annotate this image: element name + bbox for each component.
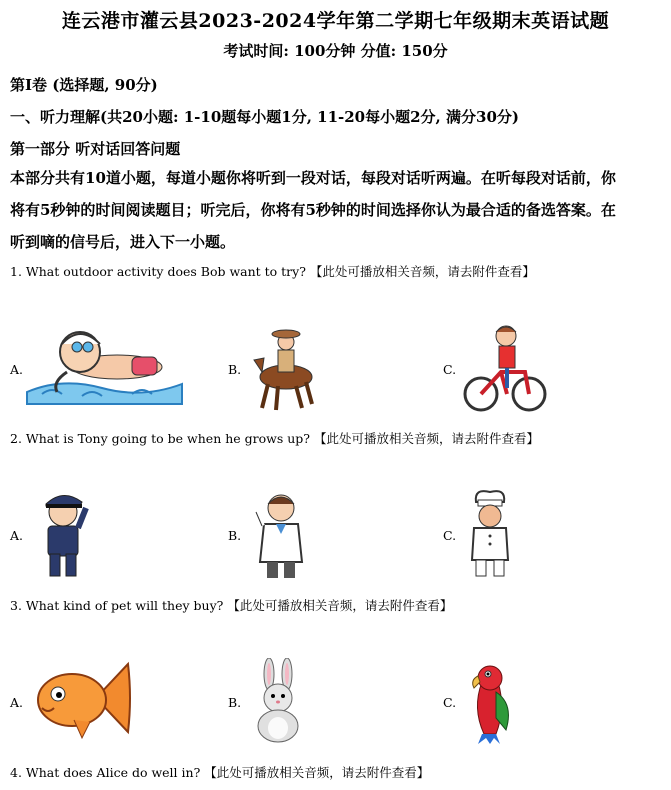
question-2: 2. What is Tony going to be when he grows up? 【此处可播放相关音频，请去附件查看】: [10, 431, 539, 446]
instructions: [10, 162, 662, 258]
option-c-label: C.: [443, 362, 457, 377]
option-a-label: A.: [10, 695, 24, 710]
option-a-label: A.: [10, 362, 24, 377]
cowboy-riding-horse-image: [248, 322, 318, 412]
option-b-label: B.: [228, 695, 242, 710]
option-c-label: C.: [443, 695, 457, 710]
instruction-line: 听到嘀的信号后，进入下一小题。: [10, 233, 236, 251]
part-heading: 第I卷 (选择题, 90分): [10, 76, 158, 94]
exam-subtitle: 考试时间: 100分钟 分值: 150分: [223, 42, 448, 60]
parrot-image: [462, 658, 518, 744]
instruction-line: 将有5秒钟的时间阅读题目；听完后，你将有5秒钟的时间选择你认为最合适的备选答案。在: [10, 201, 616, 219]
instruction-line: 本部分共有10道小题，每道小题你将听到一段对话，每段对话听两遍。在听每段对话前，你: [10, 169, 616, 187]
option-b-label: B.: [228, 528, 242, 543]
exam-title: 连云港市灌云县2023-2024学年第二学期七年级期末英语试题: [61, 10, 610, 32]
option-b-label: B.: [228, 362, 242, 377]
option-a-label: A.: [10, 528, 24, 543]
question-4: 4. What does Alice do well in? 【此处可播放相关音频，请去附件查看】: [10, 765, 430, 780]
question-3: 3. What kind of pet will they buy? 【此处可播放相关音频，请去附件查看】: [10, 598, 453, 613]
police-officer-image: [36, 488, 90, 580]
section-heading: 一、听力理解(共20小题: 1-10题每小题1分, 11-20每小题2分, 满分30分): [10, 108, 519, 126]
option-c-label: C.: [443, 528, 457, 543]
question-1: 1. What outdoor activity does Bob want to try? 【此处可播放相关音频，请去附件查看】: [10, 264, 535, 279]
subsection-heading: 第一部分 听对话回答问题: [10, 140, 181, 158]
rabbit-image: [249, 658, 307, 744]
doctor-image: [252, 488, 310, 580]
swimming-boy-image: [22, 322, 187, 407]
boy-riding-bicycle-image: [463, 322, 548, 414]
chef-image: [466, 488, 514, 580]
goldfish-image: [34, 658, 132, 742]
